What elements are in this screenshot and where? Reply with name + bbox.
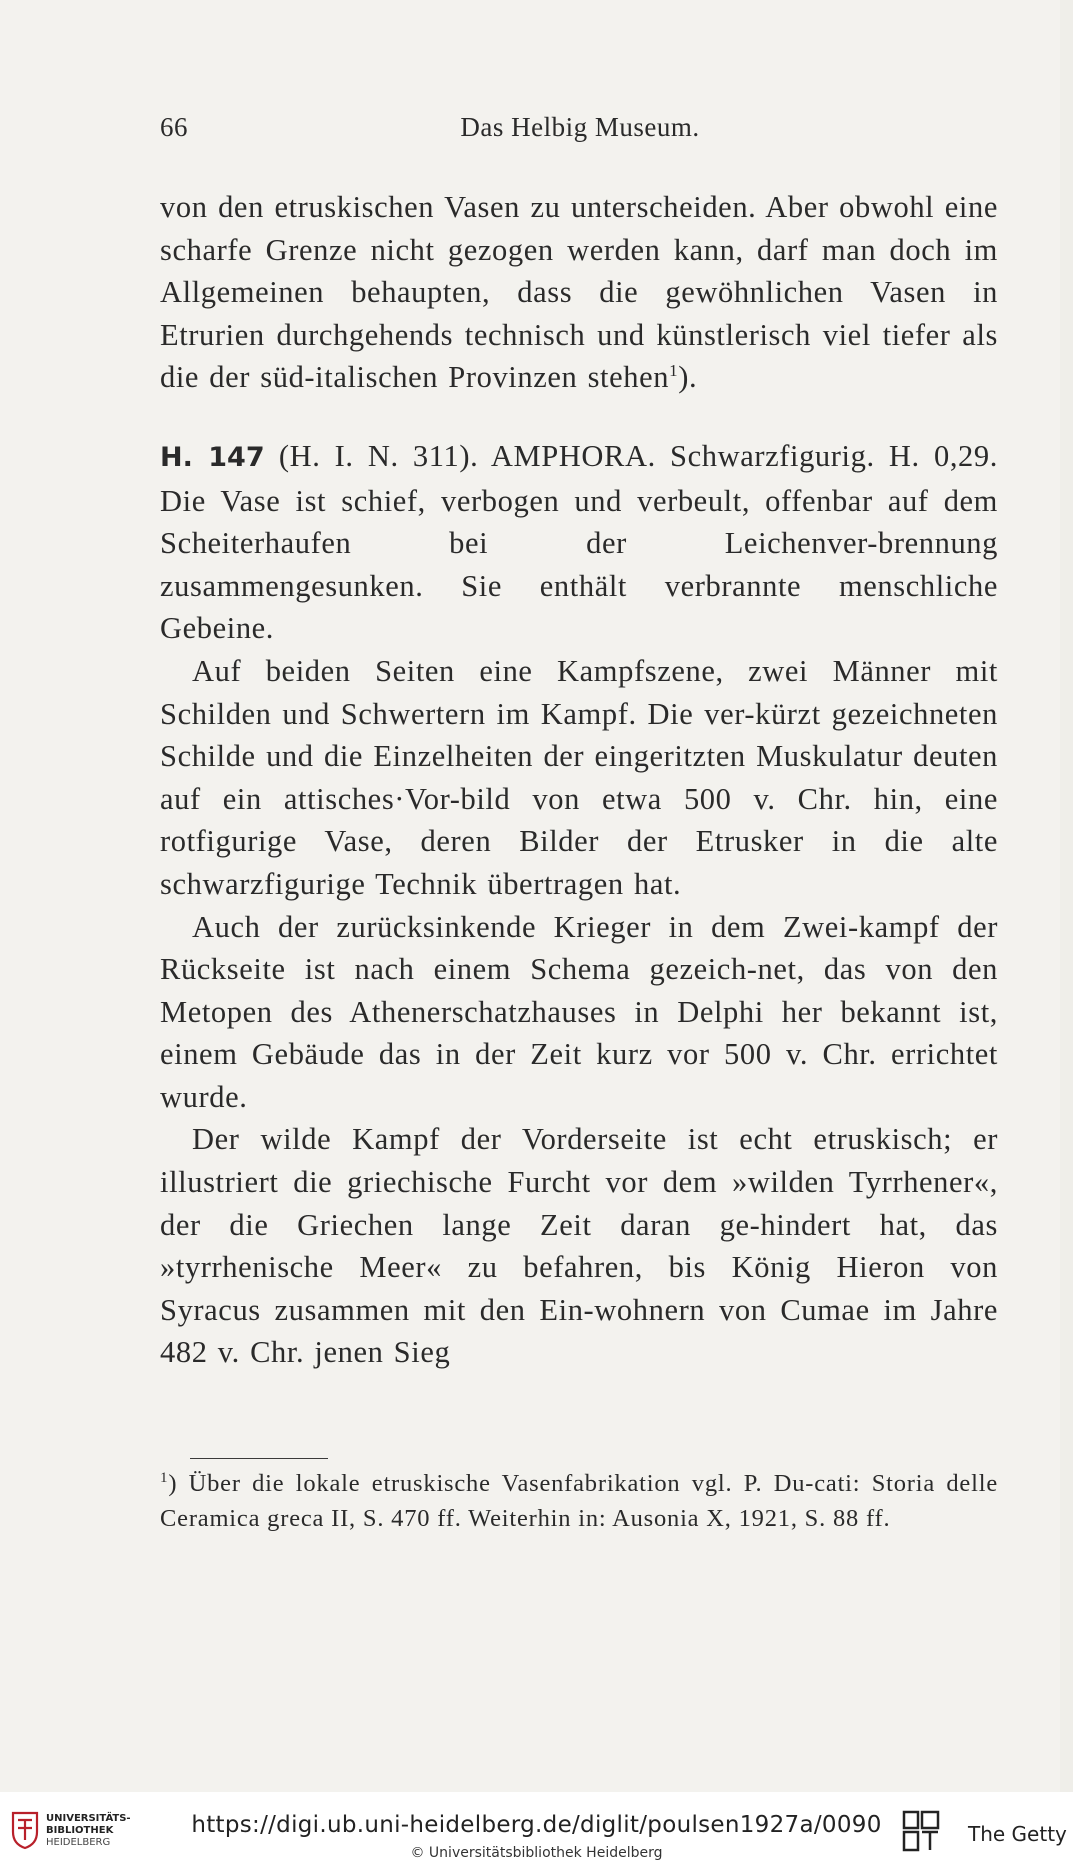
permalink[interactable]: https://digi.ub.uni-heidelberg.de/diglit/poulsen1927a/0090	[191, 1812, 882, 1838]
entry-id: H. 147	[160, 441, 265, 473]
paragraph: Der wilde Kampf der Vorderseite ist echt etruskisch; er illustriert die griechische Furcht vor dem »wilden Tyrrhener«, der die Griechen lange Zeit daran ge-hindert hat, das »tyrrhenische Meer« zu befahren, bis König Hieron von Syracus zusammen mit den Ein-wohnern von Cumae im Jahre 482 v. Chr. jenen Sieg	[160, 1122, 998, 1370]
library-city: HEIDELBERG	[46, 1837, 111, 1848]
running-title: Das Helbig Museum.	[460, 112, 700, 142]
getty-mark-icon	[902, 1810, 942, 1856]
library-name-line: UNIVERSITÄTS-	[46, 1813, 131, 1824]
page-number: 66	[160, 112, 188, 142]
body-text	[160, 186, 998, 1374]
footnote	[160, 1466, 998, 1536]
paragraph: Auf beiden Seiten eine Kampfszene, zwei Männer mit Schilden und Schwertern im Kampf. Die ver-kürzt gezeichneten Schilde und die Einzelheiten der eingeritzten Muskulatur deuten auf ein attisches·Vor-bild von etwa 500 v. Chr. hin, eine rotfigurige Vase, deren Bilder der Etrusker in die alte schwarzfigurige Technik übertragen hat.	[160, 653, 998, 901]
library-name-line: BIBLIOTHEK	[46, 1825, 114, 1836]
copyright-notice: © Universitätsbibliothek Heidelberg	[410, 1845, 663, 1861]
running-head	[160, 112, 1000, 152]
paragraph: Auch der zurücksinkende Krieger in dem Zwei-kampf der Rückseite ist nach einem Schema gezeich-net, das von den Metopen des Athenerschatzhauses in Delphi her bekannt ist, einem Gebäude das in der Zeit kurz vor 500 v. Chr. errichtet wurde.	[160, 909, 998, 1114]
footnote-text: ) Über die lokale etruskische Vasenfabrikation vgl. P. Du-cati: Storia delle Ceramica greca II, S. 470 ff. Weiterhin in: Ausonia X, 1921, S. 88 ff.	[160, 1470, 998, 1532]
getty-logo[interactable]	[902, 1810, 1067, 1858]
footnote-mark: 1	[160, 1469, 169, 1486]
paragraph: von den etruskischen Vasen zu unterscheiden. Aber obwohl eine scharfe Grenze nicht gezogen werden kann, darf man doch im Allgemeinen behaupten, dass die gewöhnlichen Vasen in Etrurien durchgehends technisch und künstlerisch viel tiefer als die der süd-italischen Provinzen stehen$^1$).	[160, 190, 998, 395]
footnote-rule	[190, 1458, 328, 1459]
catalogue-entry	[160, 435, 998, 650]
viewer-footer	[0, 1792, 1073, 1870]
page-edge	[1060, 0, 1073, 1792]
footnote-reference[interactable]: 1	[669, 361, 679, 381]
entry-description: (H. I. N. 311). AMPHORA. Schwarzfigurig. H. 0,29. Die Vase ist schief, verbogen und verbeult, offenbar auf dem Scheiterhaufen bei der Leichenver-brennung zusammengesunken. Sie enthält verbrannte menschliche Gebeine.	[160, 438, 998, 646]
partner-name: The Getty	[968, 1822, 1067, 1846]
